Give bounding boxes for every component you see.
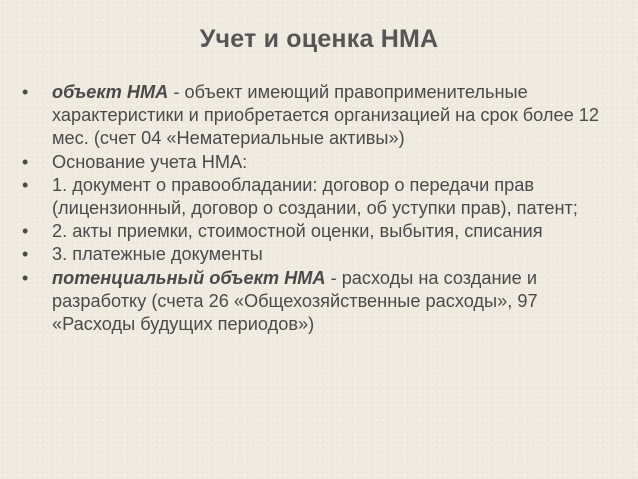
bullet-term: потенциальный объект НМА	[52, 267, 326, 288]
bullet-icon: •	[22, 267, 29, 288]
bullet-item-basis	[0, 151, 638, 174]
bullet-item-payment-documents	[0, 243, 638, 266]
bullet-icon: •	[22, 151, 29, 172]
bullet-text: - расходы на создание и разработку (счета 26 «Общехозяйственные расходы», 97 «Расходы будущих периодов»)	[52, 267, 538, 335]
bullet-icon: •	[22, 244, 29, 265]
bullet-list	[0, 81, 638, 336]
bullet-item-nma-object	[0, 81, 638, 151]
bullet-term: объект НМА	[52, 82, 169, 102]
bullet-item-acceptance-acts	[0, 220, 638, 243]
bullet-text: 2. акты приемки, стоимостной оценки, выбытия, списания	[52, 221, 543, 242]
bullet-item-potential-nma	[0, 267, 638, 337]
bullet-icon: •	[22, 174, 29, 195]
bullet-text: Основание учета НМА:	[52, 151, 248, 172]
slide-title: Учет и оценка НМА	[199, 25, 439, 53]
bullet-icon: •	[22, 82, 29, 102]
bullet-text: - объект имеющий правоприменительные характеристики и приобретается организацией на срок более 12 мес. (счет 04 «Нематериальные активы»)	[52, 82, 599, 149]
bullet-item-ownership-document	[0, 174, 638, 220]
bullet-icon: •	[22, 221, 29, 242]
bullet-text: 1. документ о правообладании: договор о передачи прав (лицензионный, договор о создании, об уступки прав), патент;	[52, 174, 578, 219]
bullet-text: 3. платежные документы	[52, 244, 263, 265]
